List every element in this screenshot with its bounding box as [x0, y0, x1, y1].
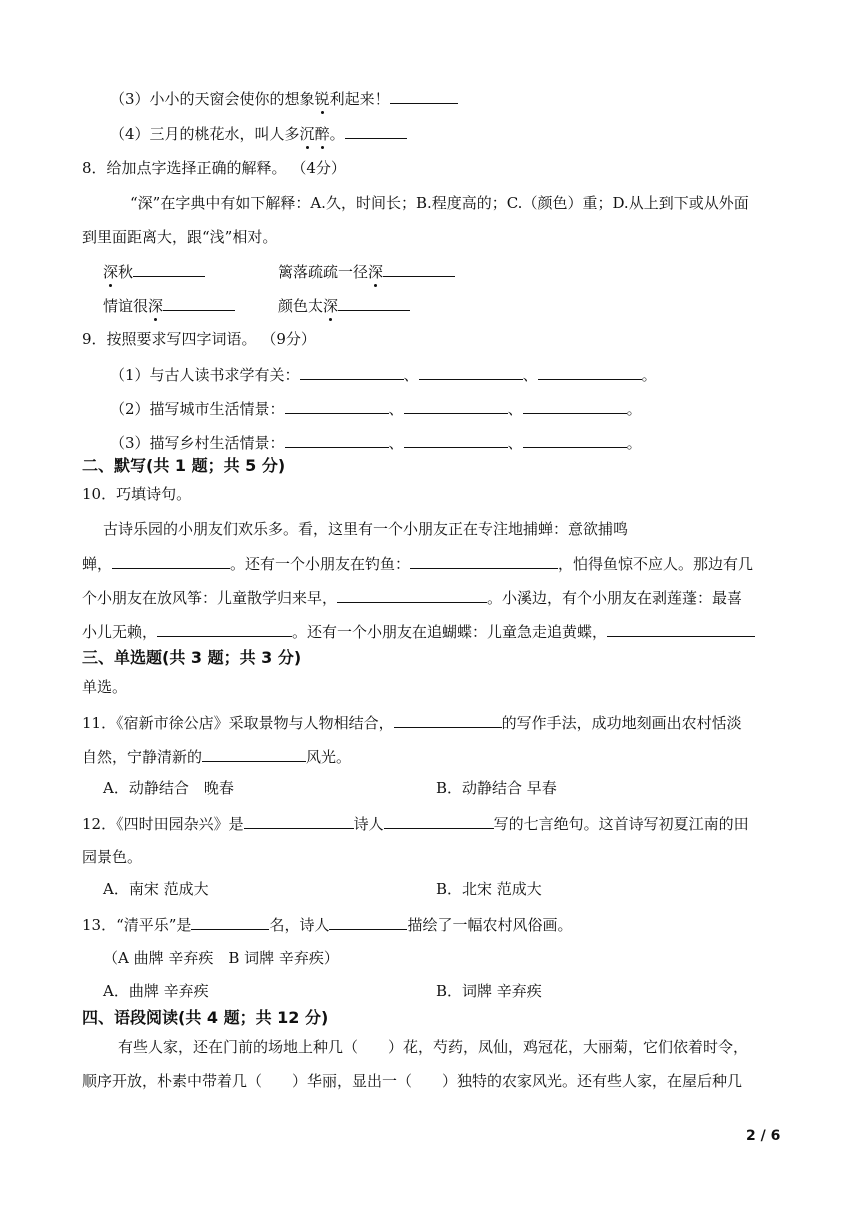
- q8-word-1: 深秋: [103, 261, 205, 282]
- q10-line-1: 古诗乐园的小朋友们欢乐多。看，这里有一个小朋友正在专注地捕蝉：意欲捕鸣: [103, 520, 629, 538]
- answer-blank[interactable]: [300, 364, 404, 380]
- page-number: 2 / 6: [746, 1128, 781, 1144]
- q10-line-2: 蝉， 。还有一个小朋友在钓鱼： ，怕得鱼惊不应人。那边有几: [82, 555, 754, 573]
- q10-title: 10．巧填诗句。: [82, 485, 192, 503]
- passage-line-2: 顺序开放，朴素中带着几（ ）华丽，显出一（ ）独特的农家风光。还有些人家，在屋后种几: [82, 1072, 743, 1090]
- q11-line-1: 11．《宿新市徐公店》采取景物与人物相结合， 的写作手法，成功地刻画出农村恬淡: [82, 714, 742, 732]
- q9-part-1: （1）与古人读书求学有关： 、 、 。: [110, 366, 657, 384]
- q8-word-2: 篱落疏疏一径深: [278, 261, 455, 282]
- answer-blank[interactable]: [133, 261, 205, 277]
- answer-blank[interactable]: [191, 914, 269, 930]
- q11-option-a[interactable]: A．动静结合 晚春: [103, 779, 234, 797]
- q8-definition-line1: “深”在字典中有如下解释：A.久，时间长；B.程度高的；C.（颜色）重；D.从上到下或从外面: [130, 194, 749, 212]
- answer-blank[interactable]: [419, 364, 523, 380]
- answer-blank[interactable]: [163, 295, 235, 311]
- answer-blank[interactable]: [384, 813, 494, 829]
- q9-title: 9．按照要求写四字词语。 （9分）: [82, 330, 316, 348]
- answer-blank[interactable]: [404, 432, 508, 448]
- q11-line-2: 自然，宁静清新的 风光。: [82, 748, 352, 766]
- section-3-note: 单选。: [82, 678, 128, 696]
- q13-option-a[interactable]: A．曲牌 辛弃疾: [103, 982, 209, 1000]
- answer-blank[interactable]: [538, 364, 642, 380]
- section-2-heading: 二、默写(共 1 题；共 5 分): [82, 456, 286, 475]
- section-3-heading: 三、单选题(共 3 题；共 3 分): [82, 648, 302, 667]
- q8-word-4: 颜色太深: [278, 295, 410, 316]
- answer-blank[interactable]: [244, 813, 354, 829]
- answer-blank[interactable]: [202, 746, 306, 762]
- q12-option-b[interactable]: B．北宋 范成大: [436, 880, 542, 898]
- q13-hint: （A 曲牌 辛弃疾 B 词牌 辛弃疾）: [103, 949, 339, 967]
- answer-blank[interactable]: [285, 432, 389, 448]
- q12-line-1: 12．《四时田园杂兴》是 诗人 写的七言绝句。这首诗写初夏江南的田: [82, 815, 749, 833]
- q13-line-1: 13．“清平乐”是 名，诗人 描绘了一幅农村风俗画。: [82, 916, 573, 934]
- answer-blank[interactable]: [404, 398, 508, 414]
- q12-option-a[interactable]: A．南宋 范成大: [103, 880, 209, 898]
- q13-option-b[interactable]: B．词牌 辛弃疾: [436, 982, 542, 1000]
- answer-blank[interactable]: [607, 621, 755, 637]
- q8-title: 8．给加点字选择正确的解释。 （4分）: [82, 159, 346, 177]
- answer-blank[interactable]: [338, 295, 410, 311]
- q8-definition-line2: 到里面距离大，跟“浅”相对。: [82, 228, 278, 246]
- q10-line-3: 个小朋友在放风筝：儿童散学归来早， 。小溪边，有个小朋友在剥莲蓬：最喜: [82, 589, 743, 607]
- answer-blank[interactable]: [523, 398, 627, 414]
- section-4-heading: 四、语段阅读(共 4 题；共 12 分): [82, 1008, 329, 1027]
- answer-blank[interactable]: [523, 432, 627, 448]
- q10-line-4: 小儿无赖， 。还有一个小朋友在追蝴蝶：儿童急走追黄蝶，: [82, 621, 755, 642]
- q9-part-2: （2）描写城市生活情景： 、 、 。: [110, 400, 642, 418]
- q7-item-3: （3）小小的天窗会使你的想象锐利起来！: [110, 88, 458, 109]
- answer-blank[interactable]: [329, 914, 407, 930]
- answer-blank[interactable]: [157, 621, 292, 637]
- passage-line-1: 有些人家，还在门前的场地上种几（ ）花，芍药，凤仙，鸡冠花，大丽菊，它们依着时令，: [118, 1038, 749, 1056]
- q12-line-2: 园景色。: [82, 848, 143, 866]
- q8-word-3: 情谊很深: [103, 295, 235, 316]
- answer-blank[interactable]: [390, 88, 458, 104]
- answer-blank[interactable]: [112, 553, 230, 569]
- q7-item-4: （4）三月的桃花水，叫人多沉醉。: [110, 123, 407, 144]
- answer-blank[interactable]: [337, 587, 487, 603]
- q9-part-3: （3）描写乡村生活情景： 、 、 。: [110, 434, 642, 452]
- answer-blank[interactable]: [383, 261, 455, 277]
- answer-blank[interactable]: [394, 712, 502, 728]
- answer-blank[interactable]: [285, 398, 389, 414]
- answer-blank[interactable]: [410, 553, 558, 569]
- answer-blank[interactable]: [345, 123, 407, 139]
- q11-option-b[interactable]: B．动静结合 早春: [436, 779, 557, 797]
